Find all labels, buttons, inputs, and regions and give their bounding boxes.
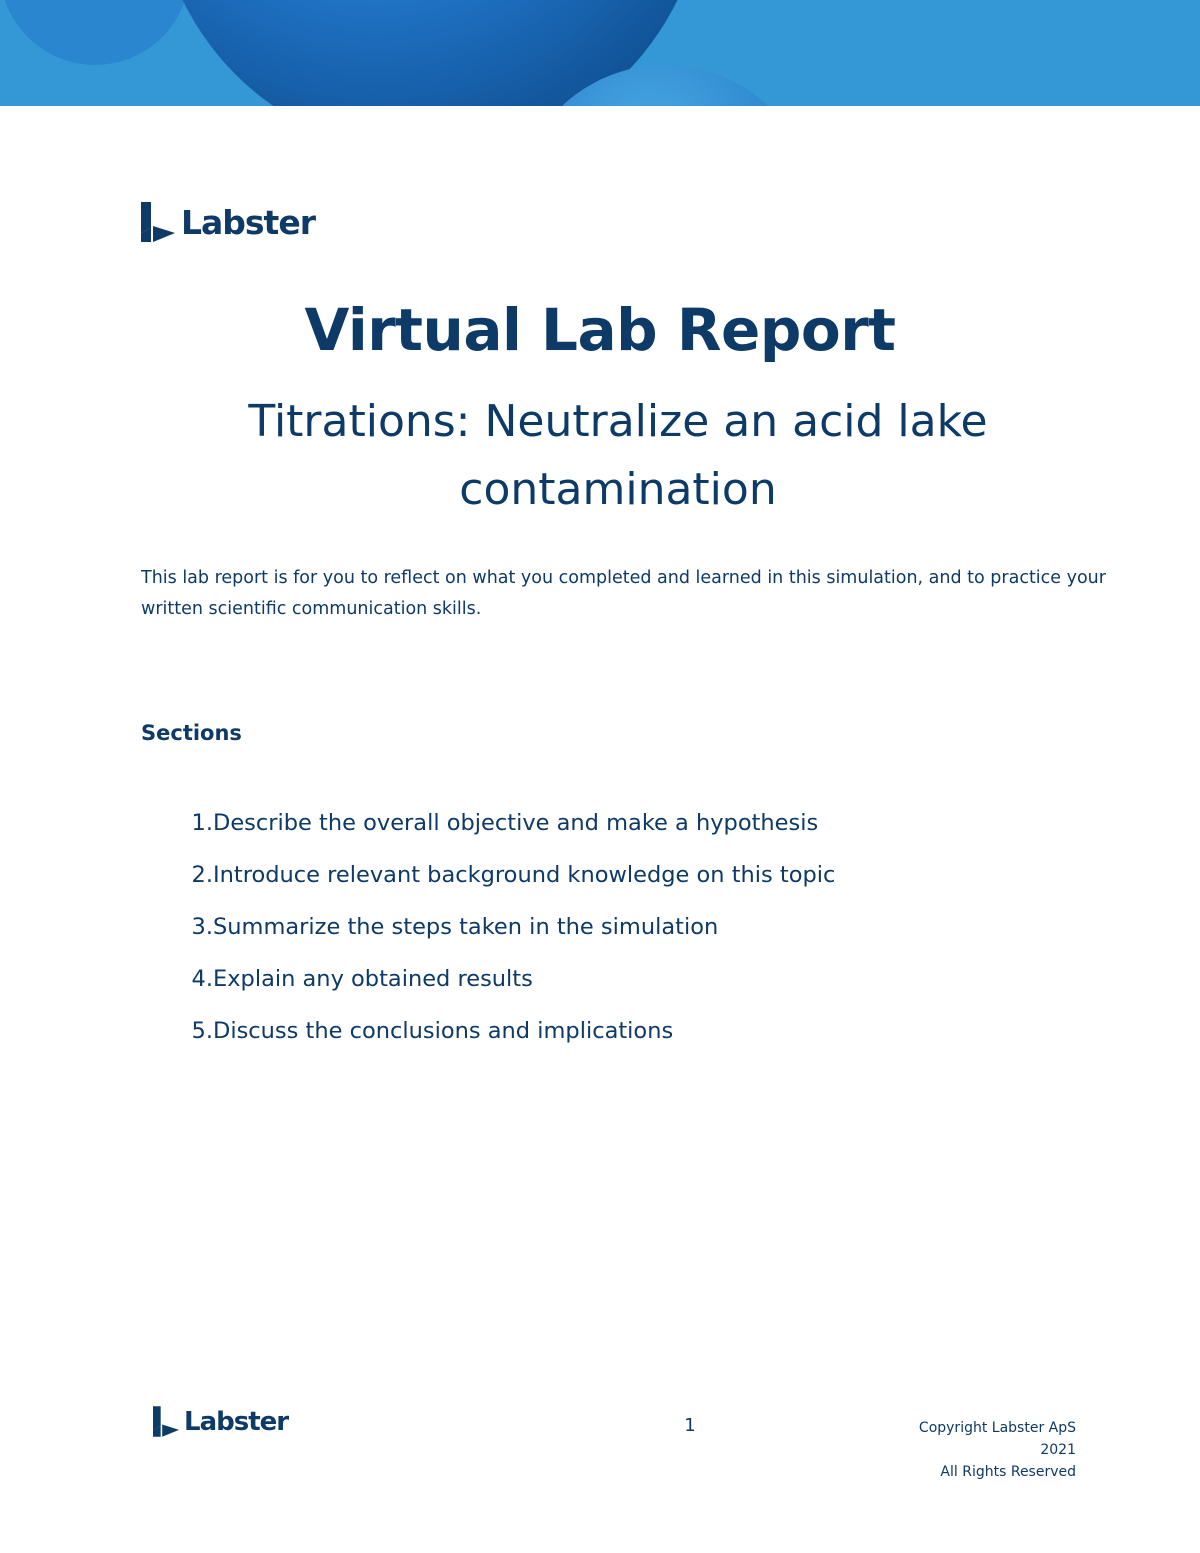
- list-item: [141, 960, 1041, 1012]
- labster-logo-icon: [141, 202, 175, 242]
- list-item: [141, 856, 1041, 908]
- list-item-text: Summarize the steps taken in the simulation: [213, 914, 719, 940]
- list-item: [141, 908, 1041, 960]
- page-number: 1: [684, 1415, 696, 1436]
- footer-logo: [153, 1406, 288, 1437]
- copyright-rights: All Rights Reserved: [940, 1464, 1076, 1480]
- sections-list: [141, 804, 1041, 1064]
- labster-logo: [141, 202, 315, 242]
- footer-logo-text: Labster: [184, 1406, 289, 1437]
- logo-text: Labster: [181, 202, 315, 242]
- list-item: [141, 804, 1041, 856]
- list-item: [141, 1012, 1041, 1064]
- list-item-text: Discuss the conclusions and implications: [213, 1018, 674, 1044]
- copyright-notice: [860, 1417, 1076, 1483]
- list-item-number: 3.: [191, 914, 213, 940]
- list-item-number: 5.: [191, 1018, 213, 1044]
- copyright-line: Copyright Labster ApS: [918, 1420, 1076, 1436]
- list-item-number: 2.: [191, 862, 213, 888]
- page-subtitle: Titrations: Neutralize an acid lake contamination: [248, 396, 988, 515]
- list-item-number: 4.: [191, 966, 213, 992]
- page-title: Virtual Lab Report: [304, 296, 896, 364]
- list-item-text: Explain any obtained results: [213, 966, 533, 992]
- sections-heading: Sections: [141, 721, 242, 745]
- intro-paragraph: This lab report is for you to reflect on what you completed and learned in this simulation, and to practice your written scientific communication skills.: [141, 568, 1106, 619]
- list-item-text: Introduce relevant background knowledge on this topic: [213, 862, 836, 888]
- list-item-text: Describe the overall objective and make a hypothesis: [213, 810, 819, 836]
- header-banner: [0, 0, 1200, 106]
- list-item-number: 1.: [191, 810, 213, 836]
- copyright-year: 2021: [1040, 1442, 1076, 1458]
- labster-logo-icon: [153, 1406, 179, 1437]
- banner-graphic: [0, 0, 1200, 106]
